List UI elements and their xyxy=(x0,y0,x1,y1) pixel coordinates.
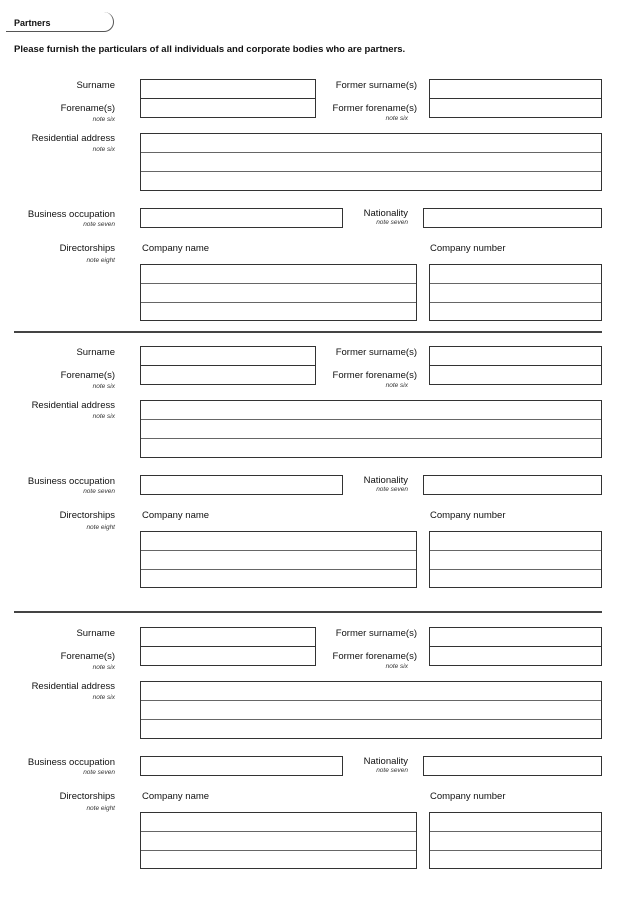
address-line-divider xyxy=(141,171,601,172)
address-field[interactable] xyxy=(140,400,602,458)
section-tab-title: Partners xyxy=(14,18,51,28)
company-number-row-divider xyxy=(430,850,601,851)
address-line-divider xyxy=(141,152,601,153)
former-forename-label: Former forename(s) xyxy=(332,103,417,114)
surname-label: Surname xyxy=(76,628,115,639)
company-name-row-divider xyxy=(141,850,416,851)
section-divider xyxy=(14,611,602,613)
address-line-divider xyxy=(141,719,601,720)
address-field[interactable] xyxy=(140,681,602,739)
address-label: Residential address xyxy=(31,681,115,692)
company-name-row-divider xyxy=(141,283,416,284)
company-name-row-divider xyxy=(141,831,416,832)
company-number-header: Company number xyxy=(430,510,506,521)
occupation-note: note seven xyxy=(83,221,115,228)
former-surname-label: Former surname(s) xyxy=(335,347,417,358)
former-surname-label: Former surname(s) xyxy=(335,628,417,639)
company-number-field[interactable] xyxy=(429,264,602,321)
company-number-row-divider xyxy=(430,283,601,284)
occupation-field[interactable] xyxy=(140,208,343,228)
address-line-divider xyxy=(141,700,601,701)
forename-label: Forename(s) xyxy=(60,370,115,381)
company-name-header: Company name xyxy=(142,510,210,521)
directorships-label: Directorships xyxy=(59,791,115,802)
section-divider xyxy=(14,331,602,333)
former-surname-field[interactable] xyxy=(429,346,602,366)
address-note: note six xyxy=(92,413,115,420)
instruction-text: Please furnish the particulars of all individuals and corporate bodies who are partners. xyxy=(14,44,406,55)
company-name-row-divider xyxy=(141,550,416,551)
surname-field[interactable] xyxy=(140,346,316,366)
surname-label: Surname xyxy=(76,347,115,358)
nationality-note: note seven xyxy=(376,486,408,493)
address-line-divider xyxy=(141,419,601,420)
surname-field[interactable] xyxy=(140,627,316,647)
company-number-header: Company number xyxy=(430,243,506,254)
company-name-row-divider xyxy=(141,302,416,303)
company-number-row-divider xyxy=(430,831,601,832)
company-name-row-divider xyxy=(141,569,416,570)
occupation-label: Business occupation xyxy=(27,476,115,487)
company-number-field[interactable] xyxy=(429,812,602,869)
occupation-field[interactable] xyxy=(140,475,343,495)
company-number-row-divider xyxy=(430,302,601,303)
forename-field[interactable] xyxy=(140,365,316,385)
nationality-label: Nationality xyxy=(363,208,408,219)
forename-field[interactable] xyxy=(140,646,316,666)
forename-note: note six xyxy=(92,116,115,123)
directorships-note: note eight xyxy=(86,805,115,812)
partner-section-1 xyxy=(0,79,640,359)
address-label: Residential address xyxy=(31,133,115,144)
occupation-label: Business occupation xyxy=(27,209,115,220)
former-forename-field[interactable] xyxy=(429,646,602,666)
forename-note: note six xyxy=(92,664,115,671)
former-forename-note: note six xyxy=(385,115,408,122)
forename-field[interactable] xyxy=(140,98,316,118)
forename-label: Forename(s) xyxy=(60,651,115,662)
former-surname-label: Former surname(s) xyxy=(335,80,417,91)
former-surname-field[interactable] xyxy=(429,79,602,99)
directorships-label: Directorships xyxy=(59,243,115,254)
former-forename-label: Former forename(s) xyxy=(332,651,417,662)
former-forename-note: note six xyxy=(385,382,408,389)
directorships-note: note eight xyxy=(86,524,115,531)
former-surname-field[interactable] xyxy=(429,627,602,647)
nationality-label: Nationality xyxy=(363,756,408,767)
nationality-field[interactable] xyxy=(423,475,602,495)
directorships-note: note eight xyxy=(86,257,115,264)
directorships-label: Directorships xyxy=(59,510,115,521)
surname-field[interactable] xyxy=(140,79,316,99)
address-field[interactable] xyxy=(140,133,602,191)
company-name-field[interactable] xyxy=(140,812,417,869)
former-forename-field[interactable] xyxy=(429,365,602,385)
occupation-label: Business occupation xyxy=(27,757,115,768)
company-name-header: Company name xyxy=(142,243,210,254)
address-label: Residential address xyxy=(31,400,115,411)
company-number-row-divider xyxy=(430,569,601,570)
nationality-note: note seven xyxy=(376,767,408,774)
company-name-field[interactable] xyxy=(140,531,417,588)
occupation-note: note seven xyxy=(83,488,115,495)
company-name-header: Company name xyxy=(142,791,210,802)
nationality-field[interactable] xyxy=(423,756,602,776)
forename-note: note six xyxy=(92,383,115,390)
company-number-header: Company number xyxy=(430,791,506,802)
company-name-field[interactable] xyxy=(140,264,417,321)
forename-label: Forename(s) xyxy=(60,103,115,114)
address-note: note six xyxy=(92,694,115,701)
address-line-divider xyxy=(141,438,601,439)
nationality-field[interactable] xyxy=(423,208,602,228)
occupation-field[interactable] xyxy=(140,756,343,776)
address-note: note six xyxy=(92,146,115,153)
occupation-note: note seven xyxy=(83,769,115,776)
nationality-note: note seven xyxy=(376,219,408,226)
former-forename-field[interactable] xyxy=(429,98,602,118)
company-number-row-divider xyxy=(430,550,601,551)
former-forename-note: note six xyxy=(385,663,408,670)
former-forename-label: Former forename(s) xyxy=(332,370,417,381)
partner-section-3 xyxy=(0,627,640,907)
partner-section-2 xyxy=(0,346,640,626)
surname-label: Surname xyxy=(76,80,115,91)
nationality-label: Nationality xyxy=(363,475,408,486)
company-number-field[interactable] xyxy=(429,531,602,588)
